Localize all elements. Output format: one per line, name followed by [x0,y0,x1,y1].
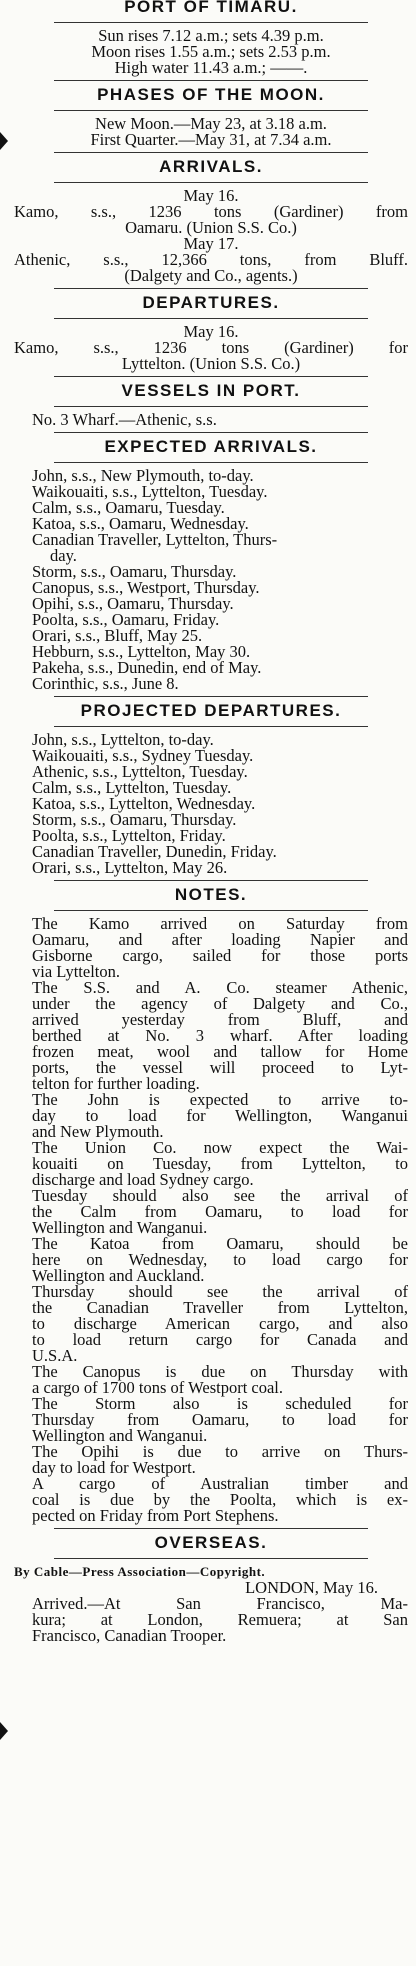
arrival-entry-cont: Oamaru. (Union S.S. Co.) [125,218,297,237]
list-item: Orari, s.s., Bluff, May 25. [32,626,203,645]
note-line: The Katoa from Oamaru, should be [32,1234,408,1253]
list-item: Waikouaiti, s.s., Lyttelton, Tuesday. [32,482,268,501]
arrivals-date: May 16. [183,186,239,205]
note-line: to load return cargo for Canada and [32,1330,408,1349]
note-line: Tuesday should also see the arrival of [32,1186,408,1205]
expected-list [14,468,408,692]
divider [54,462,368,463]
port-heading: PORT OF TIMARU. [124,0,298,16]
note-paragraph [14,1236,408,1284]
note-paragraph [14,1476,408,1524]
note-line: kouaiti on Tuesday, from Lyttelton, to [32,1154,408,1173]
moon-heading: PHASES OF THE MOON. [97,85,325,104]
dateline: LONDON, May 16. [245,1578,378,1597]
note-paragraph [14,1396,408,1444]
list-item: Opihi, s.s., Oamaru, Thursday. [32,594,234,613]
arrival-entry: Kamo, s.s., 1236 tons (Gardiner) from [14,202,408,221]
notes-heading: NOTES. [174,885,248,904]
notes-body [14,916,408,1524]
divider [54,22,368,23]
list-item: Katoa, s.s., Oamaru, Wednesday. [32,514,249,533]
list-item: Corinthic, s.s., June 8. [32,674,179,693]
note-line: ports, the vessel will proceed to Lyt- [32,1058,408,1077]
list-item: John, s.s., Lyttelton, to-day. [32,730,214,749]
list-item: John, s.s., New Plymouth, to-day. [32,466,254,485]
arrivals-list [14,188,408,284]
list-item: Canadian Traveller, Lyttelton, Thurs- [32,530,278,549]
note-paragraph [14,1444,408,1476]
margin-mark [0,1722,8,1740]
note-line: Wellington and Wanganui. [32,1218,208,1237]
arrival-entry-cont: (Dalgety and Co., agents.) [124,266,298,285]
divider [54,1558,368,1559]
vessels-in-port: No. 3 Wharf.—Athenic, s.s. [32,410,217,429]
note-line: The Union Co. now expect the Wai- [32,1138,408,1157]
expected-heading: EXPECTED ARRIVALS. [104,437,318,456]
list-item: Poolta, s.s., Oamaru, Friday. [32,610,220,629]
list-item: Storm, s.s., Oamaru, Thursday. [32,562,237,581]
note-paragraph [14,1284,408,1364]
divider [54,376,368,377]
departures-list [14,324,408,372]
note-line: the Calm from Oamaru, to load for [32,1202,408,1221]
note-line: Wellington and Auckland. [32,1266,205,1285]
divider [54,110,368,111]
departure-entry-cont: Lyttelton. (Union S.S. Co.) [121,354,301,373]
note-line: day to load for Westport. [32,1458,196,1477]
list-item: Orari, s.s., Lyttelton, May 26. [32,858,228,877]
list-item: Canadian Traveller, Dunedin, Friday. [32,842,277,861]
divider [54,880,368,881]
overseas-body [14,1596,408,1644]
note-line: Thursday should see the arrival of [32,1282,408,1301]
note-line: Oamaru, and after loading Napier and [32,930,408,949]
note-line: pected on Friday from Port Stephens. [32,1506,279,1525]
list-item: Athenic, s.s., Lyttelton, Tuesday. [32,762,248,781]
note-line: the Canadian Traveller from Lyttelton, [32,1298,408,1317]
overseas-line: Francisco, Canadian Trooper. [32,1626,227,1645]
note-line: The Kamo arrived on Saturday from [32,914,408,933]
note-line: U.S.A. [32,1346,78,1365]
divider [54,406,368,407]
divider [54,910,368,911]
note-paragraph [14,1092,408,1140]
note-line: The John is expected to arrive to- [32,1090,408,1109]
list-item-cont: day. [50,546,77,565]
note-line: Gisborne cargo, sailed for those ports [32,946,408,965]
list-item: Poolta, s.s., Lyttelton, Friday. [32,826,226,845]
note-line: Wellington and Wanganui. [32,1426,208,1445]
note-line: Thursday from Oamaru, to load for [32,1410,408,1429]
vessels-heading: VESSELS IN PORT. [121,381,301,400]
divider [54,1528,368,1529]
note-line: discharge and load Sydney cargo. [32,1170,254,1189]
divider [54,182,368,183]
arrivals-date: May 17. [183,234,239,253]
note-line: via Lyttelton. [32,962,120,981]
overseas-heading: OVERSEAS. [154,1533,268,1552]
note-line: day to load for Wellington, Wanganui [32,1106,408,1125]
list-item: Canopus, s.s., Westport, Thursday. [32,578,260,597]
overseas-line: Arrived.—At San Francisco, Ma- [32,1594,408,1613]
moon-phases [14,116,408,148]
list-item: Waikouaiti, s.s., Sydney Tuesday. [32,746,254,765]
departure-entry: Kamo, s.s., 1236 tons (Gardiner) for [14,338,408,357]
projected-heading: PROJECTED DEPARTURES. [80,701,342,720]
note-line: a cargo of 1700 tons of Westport coal. [32,1378,284,1397]
arrivals-heading: ARRIVALS. [159,157,263,176]
note-line: The Storm also is scheduled for [32,1394,408,1413]
list-item: Pakeha, s.s., Dunedin, end of May. [32,658,262,677]
overseas-paragraph [14,1596,408,1644]
divider [54,288,368,289]
note-line: A cargo of Australian timber and [32,1474,408,1493]
note-line: coal is due by the Poolta, which is ex- [32,1490,408,1509]
overseas-line: kura; at London, Remuera; at San [32,1610,408,1629]
departures-heading: DEPARTURES. [142,293,280,312]
margin-mark [0,132,8,150]
first-quarter: First Quarter.—May 31, at 7.34 a.m. [90,130,332,149]
note-line: and New Plymouth. [32,1122,164,1141]
note-paragraph [14,916,408,980]
cable-byline: By Cable—Press Association—Copyright. [14,1564,266,1579]
list-item: Calm, s.s., Oamaru, Tuesday. [32,498,225,517]
divider [54,80,368,81]
port-info [14,28,408,76]
note-line: arrived yesterday from Bluff, and [32,1010,408,1029]
list-item: Calm, s.s., Lyttelton, Tuesday. [32,778,232,797]
divider [54,152,368,153]
moon-times: Moon rises 1.55 a.m.; sets 2.53 p.m. [91,42,331,61]
note-paragraph [14,1140,408,1188]
divider [54,726,368,727]
note-line: frozen meat, wool and tallow for Home [32,1042,408,1061]
note-line: The Opihi is due to arrive on Thurs- [32,1442,408,1461]
divider [54,318,368,319]
sun-times: Sun rises 7.12 a.m.; sets 4.39 p.m. [98,26,324,45]
projected-list [14,732,408,876]
list-item: Storm, s.s., Oamaru, Thursday. [32,810,237,829]
note-line: berthed at No. 3 wharf. After loading [32,1026,408,1045]
note-paragraph [14,1188,408,1236]
divider [54,696,368,697]
note-line: here on Wednesday, to load cargo for [32,1250,408,1269]
list-item: Katoa, s.s., Lyttelton, Wednesday. [32,794,256,813]
list-item: Hebburn, s.s., Lyttelton, May 30. [32,642,251,661]
note-paragraph [14,980,408,1092]
note-line: The Canopus is due on Thursday with [32,1362,408,1381]
note-paragraph [14,1364,408,1396]
note-line: to discharge American cargo, and also [32,1314,408,1333]
high-water: High water 11.43 a.m.; ——. [114,58,308,77]
note-line: telton for further loading. [32,1074,200,1093]
note-line: The S.S. and A. Co. steamer Athenic, [32,978,408,997]
arrival-entry: Athenic, s.s., 12,366 tons, from Bluff. [14,250,408,269]
divider [54,432,368,433]
note-line: under the agency of Dalgety and Co., [32,994,408,1013]
new-moon: New Moon.—May 23, at 3.18 a.m. [95,114,327,133]
departures-date: May 16. [183,322,239,341]
